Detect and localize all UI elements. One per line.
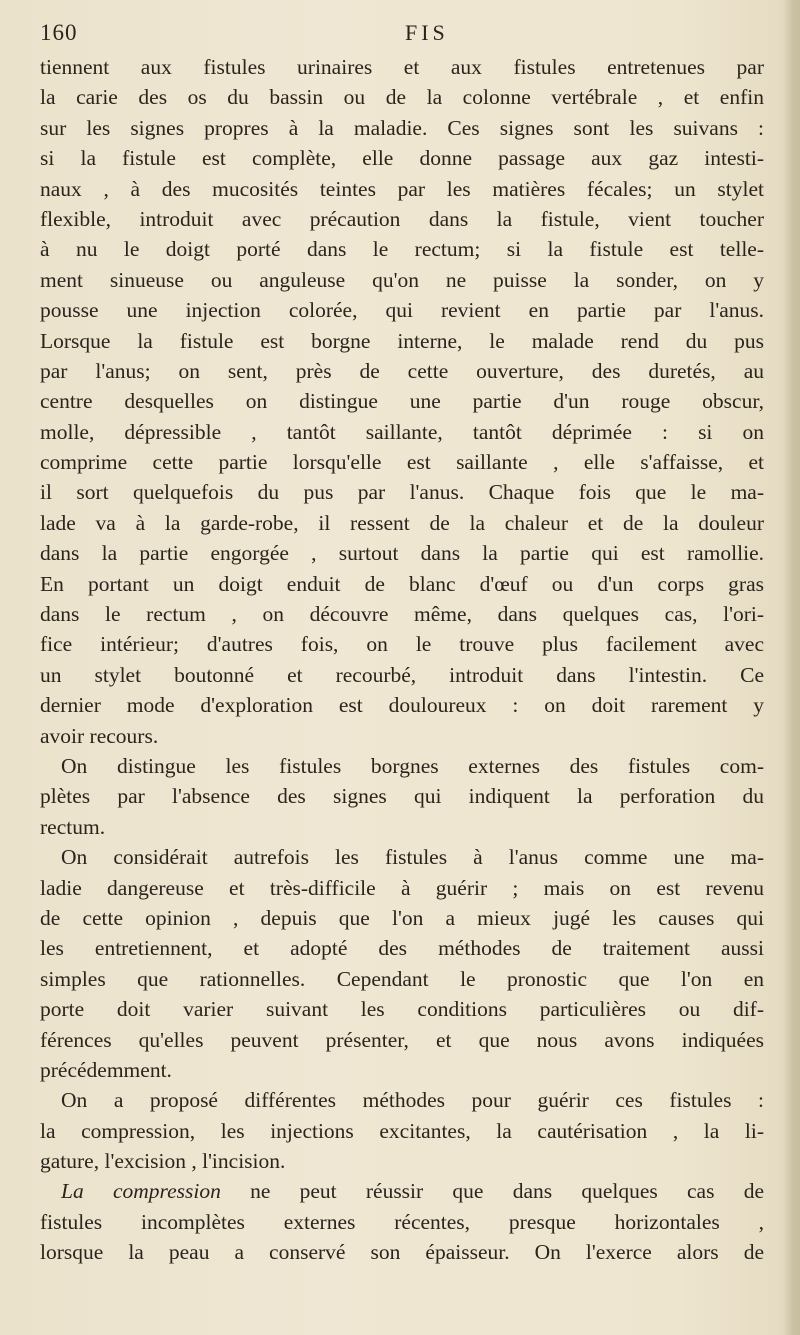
text-line: dans la partie engorgée , surtout dans la partie qui est ramollie.	[40, 541, 764, 566]
page-edge-shadow	[784, 0, 800, 1335]
text-line: fistules incomplètes externes récentes, presque horizontales ,	[40, 1209, 764, 1234]
page-number: 160	[40, 20, 78, 45]
text-line: dans le rectum , on découvre même, dans quelques cas, l'ori-	[40, 602, 764, 627]
text-line: lade va à la garde-robe, il ressent de la chaleur et de la douleur	[40, 510, 764, 535]
text-line: Lorsque la fistule est borgne interne, le malade rend du pus	[40, 328, 764, 353]
text-line: tiennent aux fistules urinaires et aux fistules entretenues par	[40, 55, 764, 79]
text-line: les entretiennent, et adopté des méthodes de traitement aussi	[40, 936, 764, 961]
running-title: FIS	[405, 20, 449, 45]
text-line: la compression, les injections excitantes, la cautérisation , la li-	[40, 1118, 764, 1143]
text-line: férences qu'elles peuvent présenter, et que nous avons indiquées	[40, 1027, 764, 1052]
text-fragment: ne peut réussir que dans quelques cas de	[220, 1179, 764, 1204]
text-line: par l'anus; on sent, près de cette ouverture, des duretés, au	[40, 358, 764, 383]
text-line: sur les signes propres à la maladie. Ces signes sont les suivans :	[40, 115, 764, 140]
text-line: rectum.	[40, 814, 106, 839]
text-line: gature, l'excision , l'incision.	[40, 1149, 286, 1174]
text-line: porte doit varier suivant les conditions particulières ou dif-	[40, 997, 764, 1022]
text-line: à nu le doigt porté dans le rectum; si la fistule est telle-	[40, 237, 764, 262]
text-line: molle, dépressible , tantôt saillante, tantôt déprimée : si on	[40, 419, 764, 444]
text-line: flexible, introduit avec précaution dans la fistule, vient toucher	[40, 206, 764, 231]
body-text	[40, 52, 764, 1268]
text-line: précédemment.	[40, 1057, 172, 1082]
text-line: ladie dangereuse et très-difficile à guérir ; mais on est revenu	[40, 875, 764, 900]
text-line: dernier mode d'exploration est douloureux : on doit rarement y	[40, 693, 764, 718]
text-line: comprime cette partie lorsqu'elle est saillante , elle s'affaisse, et	[40, 450, 764, 475]
text-line: il sort quelquefois du pus par l'anus. Chaque fois que le ma-	[40, 480, 764, 505]
text-line: simples que rationnelles. Cependant le pronostic que l'on en	[40, 966, 764, 991]
text-line: si la fistule est complète, elle donne passage aux gaz intesti-	[40, 146, 764, 171]
text-line: naux , à des mucosités teintes par les matières fécales; un stylet	[40, 176, 764, 201]
text-line: un stylet boutonné et recourbé, introduit dans l'intestin. Ce	[40, 662, 764, 687]
text-line: fice intérieur; d'autres fois, on le trouve plus facilement avec	[40, 632, 764, 657]
text-line: On considérait autrefois les fistules à l'anus comme une ma-	[61, 845, 764, 870]
text-line: de cette opinion , depuis que l'on a mieux jugé les causes qui	[40, 905, 764, 930]
text-line: ment sinueuse ou anguleuse qu'on ne puisse la sonder, on y	[40, 267, 764, 292]
text-line: On a proposé différentes méthodes pour guérir ces fistules :	[61, 1088, 764, 1113]
text-line: On distingue les fistules borgnes externes des fistules com-	[61, 753, 764, 778]
text-line	[40, 1176, 764, 1206]
text-line: plètes par l'absence des signes qui indiquent la perforation du	[40, 784, 764, 809]
page-header	[40, 20, 760, 52]
text-line: En portant un doigt enduit de blanc d'œuf ou d'un corps gras	[40, 571, 764, 596]
text-line: la carie des os du bassin ou de la colonne vertébrale , et enfin	[40, 85, 764, 110]
text-line: avoir recours.	[40, 723, 159, 748]
italic-term: La compression	[61, 1179, 221, 1204]
text-line: centre desquelles on distingue une partie d'un rouge obscur,	[40, 389, 764, 414]
text-line: pousse une injection colorée, qui revient en partie par l'anus.	[40, 298, 764, 323]
text-line: lorsque la peau a conservé son épaisseur. On l'exerce alors de	[40, 1240, 764, 1265]
